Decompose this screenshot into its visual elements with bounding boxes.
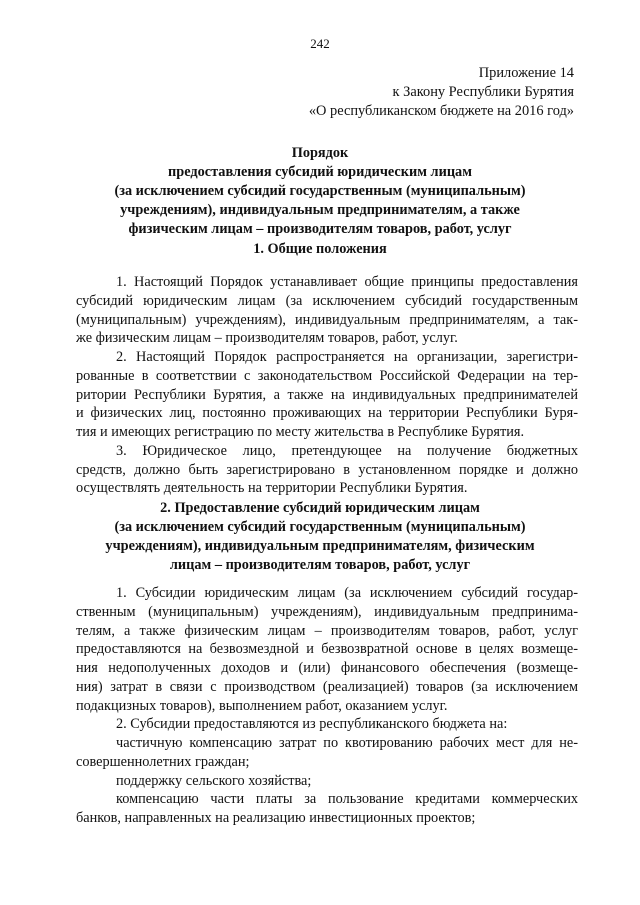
paragraph-line: тия и имеющих регистрацию по месту жительства в Республике Бурятия.	[76, 424, 525, 440]
paragraph-line: подакцизных товаров), выполнением работ, оказанием услуг.	[76, 697, 448, 714]
paragraph-line: субсидий юридическим лицам (за исключением субсидий государственным	[76, 292, 578, 309]
appendix-line: «О республиканском бюджете на 2016 год»	[308, 102, 574, 119]
section-heading-line: учреждениям), индивидуальным предпринимателям, физическим	[105, 538, 535, 554]
paragraph-line: частичную компенсацию затрат по квотированию рабочих мест для не-	[116, 735, 578, 751]
title-line: учреждениям), индивидуальным предпринимателям, а также	[120, 202, 520, 218]
paragraph-line: (муниципальным) учреждениям), индивидуальным предпринимателям, а так-	[76, 311, 578, 328]
section-2-heading	[60, 499, 580, 575]
appendix-reference	[309, 64, 574, 120]
paragraph-line: средств, должно быть зарегистрировано в установленном порядке и должно	[76, 461, 578, 478]
paragraph-line: предоставляются на безвозмездной и безвозвратной основе в целях возмеще-	[76, 641, 578, 658]
paragraph-line: ственным (муниципальным) учреждениям), индивидуальным предпринима-	[76, 603, 578, 620]
paragraph-line: 1. Субсидии юридическим лицам (за исключением субсидий государ-	[116, 585, 578, 601]
paragraph-line: осуществлять деятельность на территории Республики Бурятия.	[76, 480, 468, 497]
paragraph-line: ния недополученных доходов и (или) финансового обеспечения (возмеще-	[76, 660, 578, 676]
paragraph-line: 2. Настоящий Порядок распространяется на организации, зарегистри-	[116, 349, 578, 365]
paragraph-line: и физических лиц, постоянно проживающих на территории Республики Буря-	[76, 405, 578, 422]
paragraph-line: ритории Республики Бурятия, а также на индивидуальных предпринимателей	[76, 386, 578, 403]
appendix-line: Приложение 14	[478, 65, 574, 81]
paragraph-line: компенсацию части платы за пользование кредитами коммерческих	[116, 791, 578, 808]
section-heading-line: 2. Предоставление субсидий юридическим лицам	[160, 500, 480, 516]
section-2-body	[76, 584, 578, 828]
paragraph-line: рованные в соответствии с законодательством Российской Федерации на тер-	[76, 367, 578, 384]
title-line: (за исключением субсидий государственным (муниципальным)	[114, 183, 526, 199]
section-heading-line: 1. Общие положения	[253, 241, 387, 257]
section-1-body	[76, 273, 578, 498]
section-1-heading	[60, 240, 580, 259]
paragraph-line: совершеннолетних граждан;	[76, 753, 250, 770]
document-title	[60, 144, 580, 239]
paragraph-line: телям, а также физическим лицам – производителям товаров, работ, услуг	[76, 622, 578, 639]
paragraph-line: же физическим лицам – производителям товаров, работ, услуг.	[76, 330, 458, 347]
appendix-line: к Закону Республики Бурятия	[392, 83, 574, 100]
title-line: предоставления субсидий юридическим лицам	[168, 164, 472, 180]
paragraph-line: ния) затрат в связи с производством (реализацией) товаров (за исключением	[76, 678, 578, 695]
page-number: 242	[310, 36, 330, 51]
paragraph-line: 1. Настоящий Порядок устанавливает общие принципы предоставления	[116, 274, 578, 290]
section-heading-line: лицам – производителям товаров, работ, услуг	[169, 557, 471, 573]
title-line: Порядок	[291, 145, 349, 161]
paragraph-line: 2. Субсидии предоставляются из республиканского бюджета на:	[116, 716, 508, 733]
paragraph-line: 3. Юридическое лицо, претендующее на получение бюджетных	[116, 442, 578, 459]
paragraph-line: поддержку сельского хозяйства;	[116, 772, 312, 789]
section-heading-line: (за исключением субсидий государственным (муниципальным)	[114, 519, 526, 535]
paragraph-line: банков, направленных на реализацию инвестиционных проектов;	[76, 810, 476, 826]
title-line: физическим лицам – производителям товаров, работ, услуг	[128, 221, 512, 237]
